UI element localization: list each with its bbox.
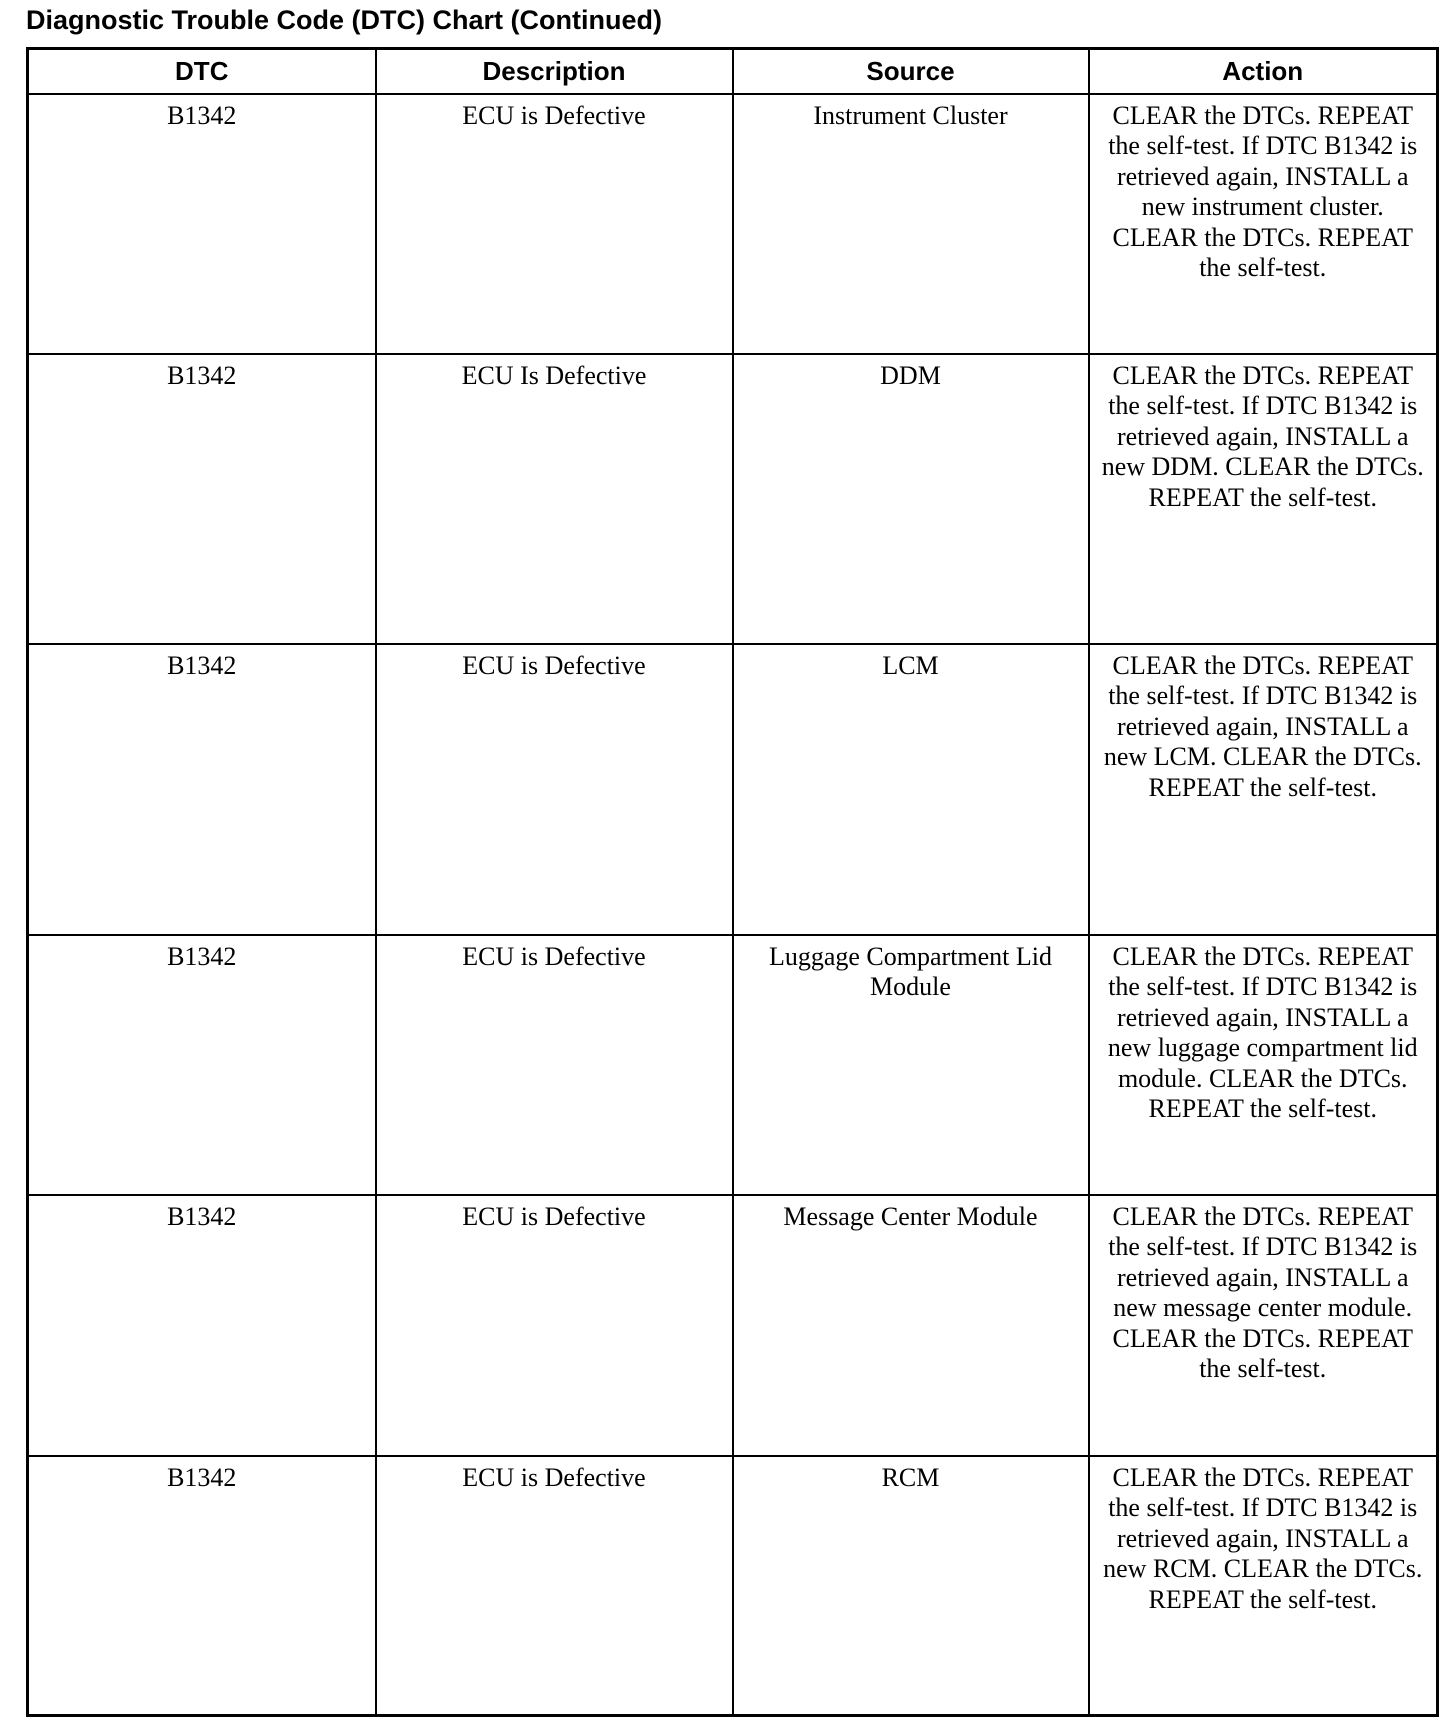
table-row: [28, 1195, 1438, 1456]
action-cell: [1089, 644, 1438, 935]
description-cell: ECU is Defective: [376, 94, 733, 354]
source-cell: DDM: [733, 354, 1089, 644]
dtc-cell: B1342: [28, 1456, 376, 1716]
source-cell: Message Center Module: [733, 1195, 1089, 1456]
table-row: [28, 935, 1438, 1195]
dtc-chart-table: [26, 47, 1439, 1717]
table-header-row: [28, 49, 1438, 94]
source-cell: Luggage Compartment Lid Module: [733, 935, 1089, 1195]
table-row: [28, 354, 1438, 644]
action-text: CLEAR the DTCs. REPEAT the self-test. If DTC B1342 is retrieved again, INSTALL a new luggage compartment lid module. CLEAR the DTCs. REPEAT the self-test.: [1107, 941, 1418, 1123]
table-row: [28, 644, 1438, 935]
source-cell: RCM: [733, 1456, 1089, 1716]
action-text: CLEAR the DTCs. REPEAT the self-test. If DTC B1342 is retrieved again, INSTALL a new LCM. CLEAR the DTCs. REPEAT the self-test.: [1103, 650, 1422, 802]
header-source: Source: [733, 49, 1089, 94]
table-row: [28, 1456, 1438, 1716]
page-title: Diagnostic Trouble Code (DTC) Chart (Continued): [26, 5, 662, 35]
action-text: CLEAR the DTCs. REPEAT the self-test. If DTC B1342 is retrieved again, INSTALL a new DDM. CLEAR the DTCs. REPEAT the self-test.: [1101, 360, 1424, 512]
action-cell: [1089, 354, 1438, 644]
header-action: Action: [1089, 49, 1438, 94]
header-description: Description: [376, 49, 733, 94]
dtc-cell: B1342: [28, 1195, 376, 1456]
dtc-cell: B1342: [28, 935, 376, 1195]
description-cell: ECU is Defective: [376, 644, 733, 935]
action-text: CLEAR the DTCs. REPEAT the self-test. If DTC B1342 is retrieved again, INSTALL a new instrument cluster. CLEAR the DTCs. REPEAT the self-test.: [1108, 100, 1418, 282]
dtc-cell: B1342: [28, 354, 376, 644]
action-cell: [1089, 1195, 1438, 1456]
header-dtc: DTC: [28, 49, 376, 94]
description-cell: ECU is Defective: [376, 935, 733, 1195]
source-cell: Instrument Cluster: [733, 94, 1089, 354]
action-text: CLEAR the DTCs. REPEAT the self-test. If DTC B1342 is retrieved again, INSTALL a new RCM. CLEAR the DTCs. REPEAT the self-test.: [1103, 1462, 1423, 1614]
action-text: CLEAR the DTCs. REPEAT the self-test. If DTC B1342 is retrieved again, INSTALL a new message center module. CLEAR the DTCs. REPEAT the self-test.: [1108, 1201, 1418, 1383]
description-cell: ECU is Defective: [376, 1195, 733, 1456]
description-cell: ECU Is Defective: [376, 354, 733, 644]
source-cell: LCM: [733, 644, 1089, 935]
action-cell: [1089, 935, 1438, 1195]
dtc-cell: B1342: [28, 94, 376, 354]
action-cell: [1089, 94, 1438, 354]
description-cell: ECU is Defective: [376, 1456, 733, 1716]
action-cell: [1089, 1456, 1438, 1716]
dtc-cell: B1342: [28, 644, 376, 935]
table-row: [28, 94, 1438, 354]
